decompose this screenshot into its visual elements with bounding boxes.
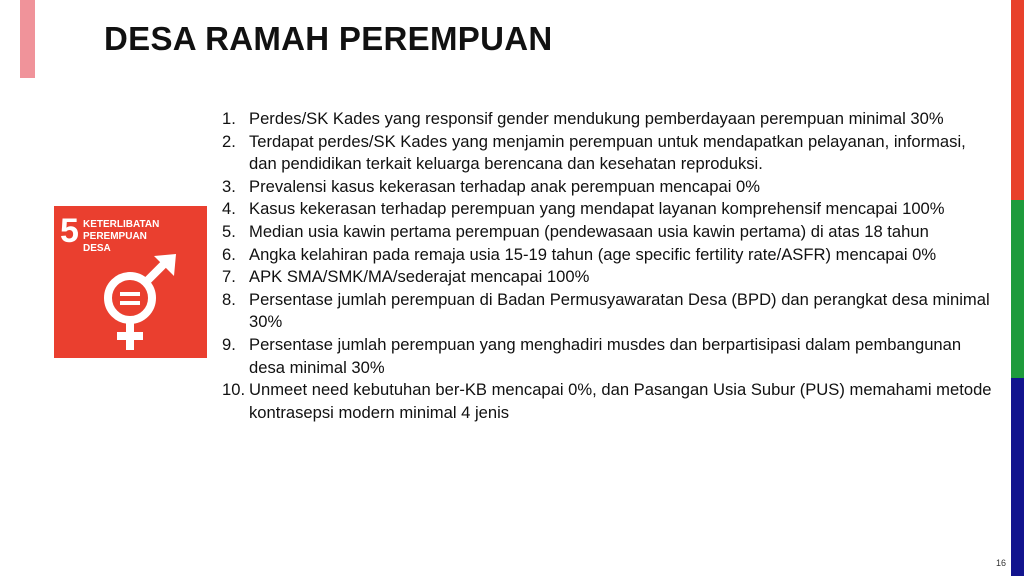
logo-caption-line: PEREMPUAN — [83, 231, 147, 242]
list-item-text: Angka kelahiran pada remaja usia 15-19 tahun (age specific fertility rate/ASFR) mencapai 0% — [249, 244, 937, 264]
logo-caption-line: DESA — [83, 243, 111, 254]
list-item-text: Persentase jumlah perempuan yang menghadiri musdes dan berpartisipasi dalam pembangunan desa minimal 30% — [249, 334, 962, 377]
list-item-number: 7. — [222, 267, 236, 287]
list-item-number: 10. — [222, 380, 246, 400]
list-item — [222, 266, 997, 289]
list-item-text: Perdes/SK Kades yang responsif gender mendukung pemberdayaan perempuan minimal 30% — [249, 109, 944, 128]
list-item — [222, 244, 997, 267]
list-item-number: 3. — [222, 176, 236, 196]
list-item — [222, 131, 997, 176]
list-item-number: 4. — [222, 199, 236, 219]
list-item-number: 5. — [222, 221, 236, 241]
list-item-text: Terdapat perdes/SK Kades yang menjamin perempuan untuk mendapatkan pelayanan, informasi, dan pendidikan terkait keluarga berencana dan kesehatan reproduksi. — [249, 131, 966, 174]
list-item — [222, 221, 997, 244]
edge-stripe-green — [1011, 200, 1024, 378]
sdg-goal-logo — [54, 206, 207, 358]
edge-stripe-orange — [1011, 0, 1024, 200]
list-item-number: 9. — [222, 334, 236, 354]
list-item-number: 1. — [222, 109, 236, 128]
edge-stripe-blue — [1011, 378, 1024, 576]
list-item-number: 8. — [222, 289, 236, 309]
logo-caption-line: KETERLIBATAN — [83, 219, 160, 230]
list-item — [222, 198, 997, 221]
gender-equality-icon — [84, 250, 184, 354]
list-item-text: Prevalensi kasus kekerasan terhadap anak perempuan mencapai 0% — [249, 176, 761, 196]
list-item — [222, 176, 997, 199]
logo-number: 5 — [60, 212, 79, 250]
list-item-text: Kasus kekerasan terhadap perempuan yang mendapat layanan komprehensif mencapai 100% — [249, 199, 945, 219]
title-accent-bar — [20, 0, 35, 78]
list-item-number: 2. — [222, 131, 236, 151]
list-item-text: Persentase jumlah perempuan di Badan Permusyawaratan Desa (BPD) dan perangkat desa minimal 30% — [249, 289, 990, 332]
list-item — [222, 289, 997, 334]
list-item-number: 6. — [222, 244, 236, 264]
list-item — [222, 108, 997, 131]
list-item — [222, 379, 997, 424]
indicator-list — [222, 108, 997, 424]
list-item-text: Median usia kawin pertama perempuan (pendewasaan usia kawin pertama) di atas 18 tahun — [249, 221, 929, 241]
list-item — [222, 334, 997, 379]
list-item-text: APK SMA/SMK/MA/sederajat mencapai 100% — [249, 267, 590, 287]
page-number: 16 — [995, 558, 1006, 568]
list-item-text: Unmeet need kebutuhan ber-KB mencapai 0%, dan Pasangan Usia Subur (PUS) memahami metode kontrasepsi modern minimal 4 jenis — [249, 380, 992, 422]
slide-title: DESA RAMAH PEREMPUAN — [104, 20, 553, 57]
